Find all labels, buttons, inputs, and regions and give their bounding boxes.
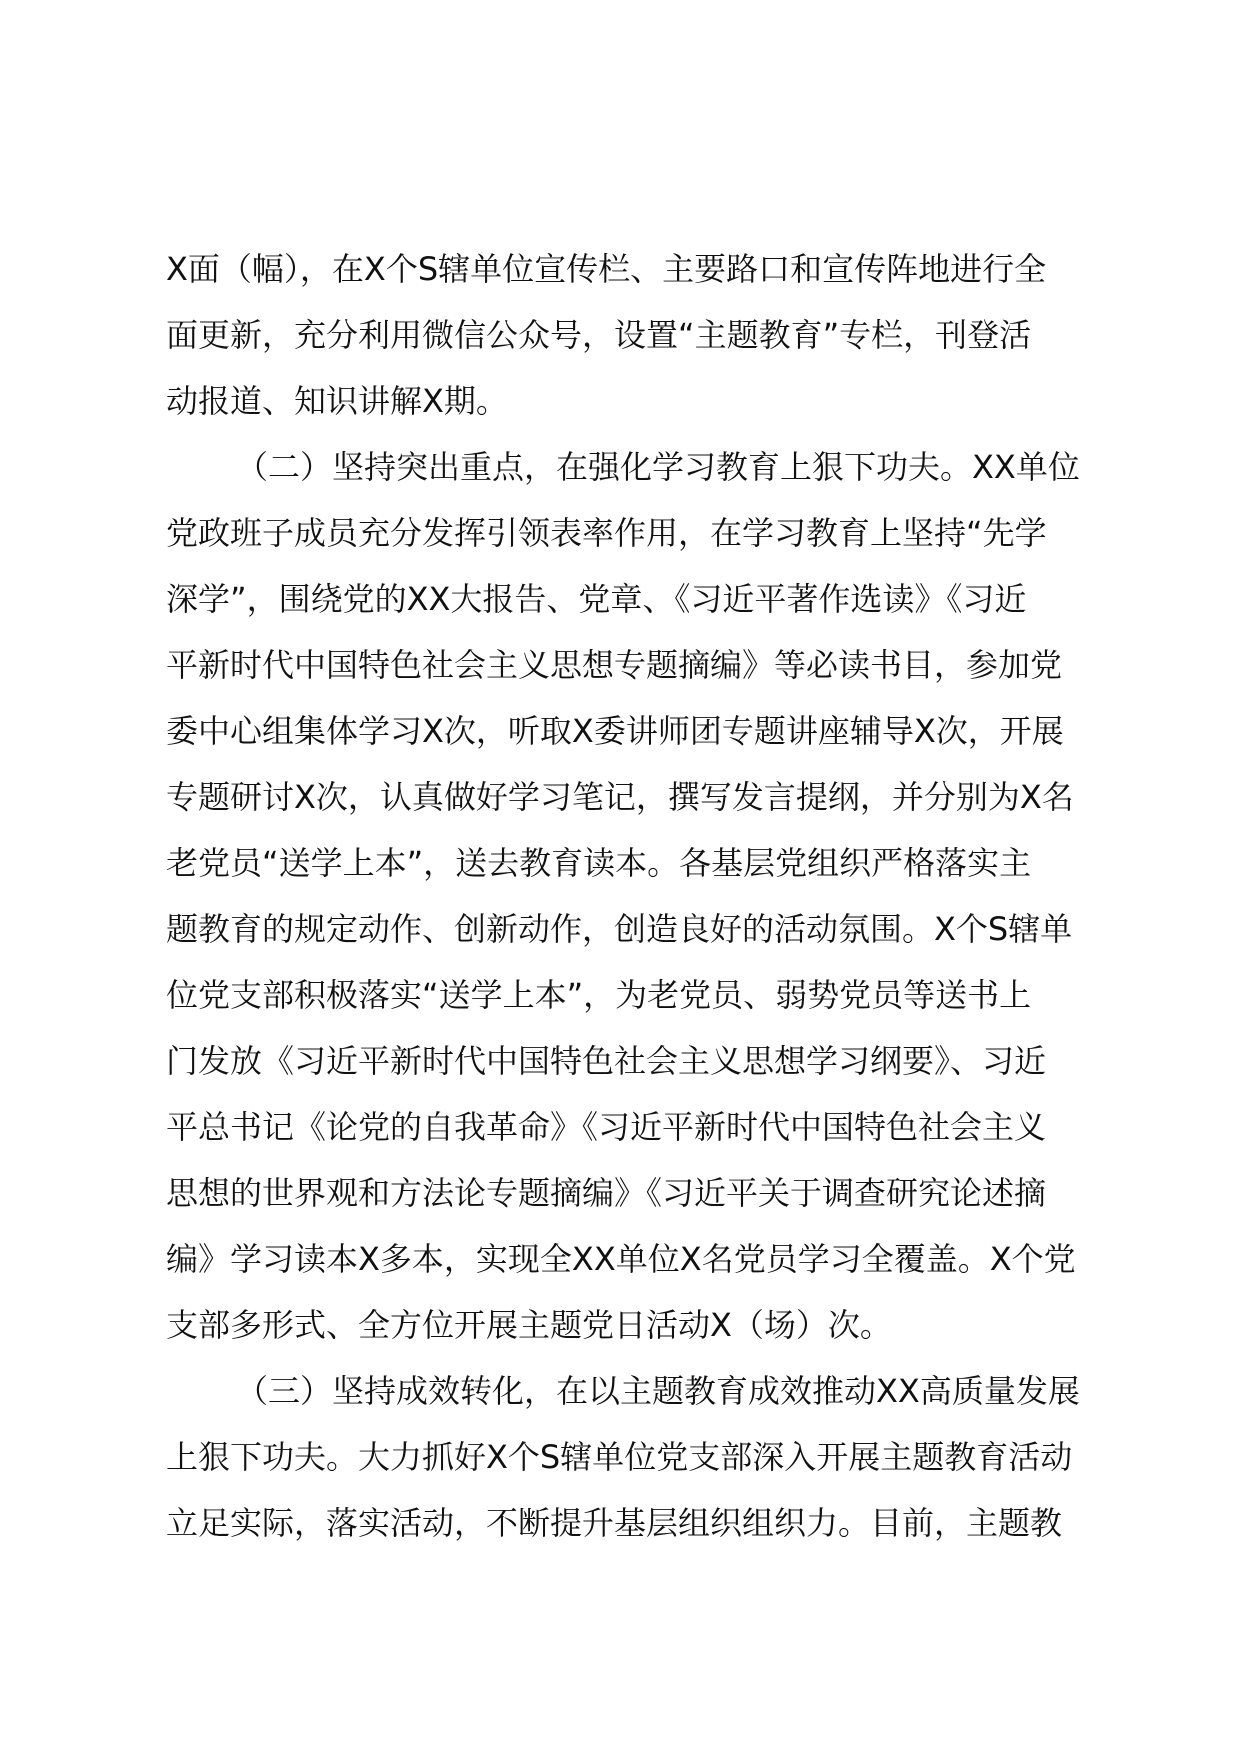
text-line: 平总书记《论党的自我革命》《习近平新时代中国特色社会主义	[166, 1108, 1047, 1146]
text-line: 动报道、知识讲解X期。	[166, 382, 508, 420]
text-line: 平新时代中国特色社会主义思想专题摘编》等必读书目，参加党	[166, 646, 1063, 684]
body-text	[166, 236, 1106, 1556]
text-line: 党政班子成员充分发挥引领表率作用，在学习教育上坚持“先学	[166, 514, 1047, 552]
text-line: 思想的世界观和方法论专题摘编》《习近平关于调查研究论述摘	[166, 1174, 1047, 1212]
text-line: 立足实际，落实活动，不断提升基层组织组织力。目前，主题教	[166, 1504, 1063, 1542]
section-heading-line: （三）坚持成效转化，在以主题教育成效推动XX高质量发展	[236, 1372, 1080, 1410]
text-line: 支部多形式、全方位开展主题党日活动X（场）次。	[166, 1306, 892, 1344]
text-line: 门发放《习近平新时代中国特色社会主义思想学习纲要》、习近	[166, 1042, 1047, 1080]
text-line: 题教育的规定动作、创新动作，创造良好的活动氛围。X个S辖单	[166, 910, 1073, 948]
text-line: 面更新，充分利用微信公众号，设置“主题教育”专栏，刊登活	[166, 316, 1032, 354]
text-line: 委中心组集体学习X次，听取X委讲师团专题讲座辅导X次，开展	[166, 712, 1064, 750]
text-line: 专题研讨X次，认真做好学习笔记，撰写发言提纲，并分别为X名	[166, 778, 1074, 816]
text-line: 深学”，围绕党的XX大报告、党章、《习近平著作选读》《习近	[166, 580, 1027, 618]
text-line: 编》学习读本X多本，实现全XX单位X名党员学习全覆盖。X个党	[166, 1240, 1076, 1278]
text-line: X面（幅），在X个S辖单位宣传栏、主要路口和宣传阵地进行全	[166, 250, 1047, 288]
text-line: 位党支部积极落实“送学上本”，为老党员、弱势党员等送书上	[166, 976, 1032, 1014]
text-line: 老党员“送学上本”，送去教育读本。各基层党组织严格落实主	[166, 844, 1032, 882]
section-heading-line: （二）坚持突出重点，在强化学习教育上狠下功夫。XX单位	[236, 448, 1080, 486]
text-line: 上狠下功夫。大力抓好X个S辖单位党支部深入开展主题教育活动	[166, 1438, 1073, 1476]
